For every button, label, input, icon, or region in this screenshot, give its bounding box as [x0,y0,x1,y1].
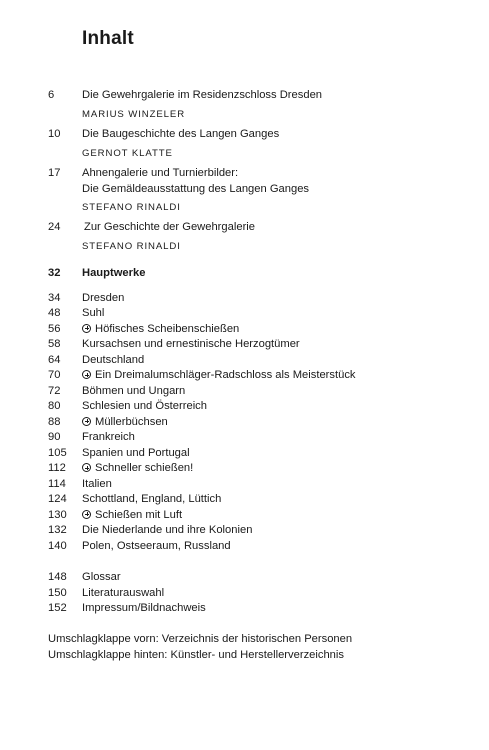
entry-author: MARIUS WINZELER [82,108,186,120]
page-number: 72 [48,384,61,397]
entry-title: Ahnengalerie und Turnierbilder: [82,167,239,179]
page-number: 10 [48,128,61,140]
entry-title: Polen, Ostseeraum, Russland [82,539,231,552]
entry-title: Die Baugeschichte des Langen Ganges [82,128,280,140]
entry-title: Deutschland [82,353,145,366]
page-number: 112 [48,462,66,474]
entry-title: Spanien und Portugal [82,446,190,459]
page-number: 150 [48,586,67,599]
entry-title: Dresden [82,291,125,304]
entry-title: Ein Dreimalumschläger-Radschloss als Meisterstück [95,369,356,381]
entry-title: Schottland, England, Lüttich [82,493,222,505]
entry-title: Glossar [82,571,121,583]
page-number: 152 [48,602,67,614]
page-number: 124 [48,493,67,505]
page-number: 80 [48,400,61,412]
section-label: Hauptwerke [82,267,146,279]
page-number: 70 [48,369,61,381]
page-number: 24 [48,221,61,233]
page-number: 17 [48,167,61,179]
page-number: 6 [48,89,55,101]
entry-title: Italien [82,477,112,490]
page-number: 132 [48,524,67,536]
entry-title: Die Niederlande und ihre Kolonien [82,524,253,536]
entry-title: Zur Geschichte der Gewehrgalerie [84,221,255,233]
entry-title: Die Gewehrgalerie im Residenzschloss Dresden [82,89,323,101]
page-number: 130 [48,508,67,521]
page-number: 90 [48,431,61,443]
entry-author: GERNOT KLATTE [82,147,173,159]
entry-title: Müllerbüchsen [95,415,168,428]
flap-front-note: Umschlagklappe vorn: Verzeichnis der historischen Personen [48,633,353,645]
page-number: 88 [48,415,61,428]
page-number: 34 [48,291,61,304]
entry-title: Schneller schießen! [95,462,194,474]
circled-plus-icon [82,324,91,333]
entry-title: Höfisches Scheibenschießen [95,322,240,335]
entry-title: Impressum/Bildnachweis [82,602,206,614]
page-number: 140 [48,539,67,552]
entry-title-line-2: Die Gemäldeausstattung des Langen Ganges [82,182,310,195]
entry-author: STEFANO RINALDI [82,202,181,213]
circled-plus-icon [82,417,91,426]
circled-plus-icon [82,510,91,519]
circled-plus-icon [82,370,91,379]
entry-title: Kursachsen und ernestinische Herzogtümer [82,338,300,350]
entry-title: Suhl [82,307,105,319]
entry-title: Literaturauswahl [82,586,165,599]
page-number: 48 [48,307,61,319]
page-number: 114 [48,477,66,490]
entry-title: Frankreich [82,431,135,443]
entry-title: Schlesien und Österreich [82,400,207,412]
entry-title: Schießen mit Luft [95,508,183,521]
page-number: 56 [48,322,61,335]
page-number: 32 [48,267,61,279]
page-number: 58 [48,338,61,350]
page-number: 148 [48,571,67,583]
flap-back-note: Umschlagklappe hinten: Künstler- und Herstellerverzeichnis [48,649,344,661]
entry-author: STEFANO RINALDI [82,240,181,252]
page-title: Inhalt [82,28,134,49]
page-number: 64 [48,353,61,366]
page-number: 105 [48,446,67,459]
entry-title: Böhmen und Ungarn [82,384,186,397]
circled-plus-icon [82,463,91,472]
